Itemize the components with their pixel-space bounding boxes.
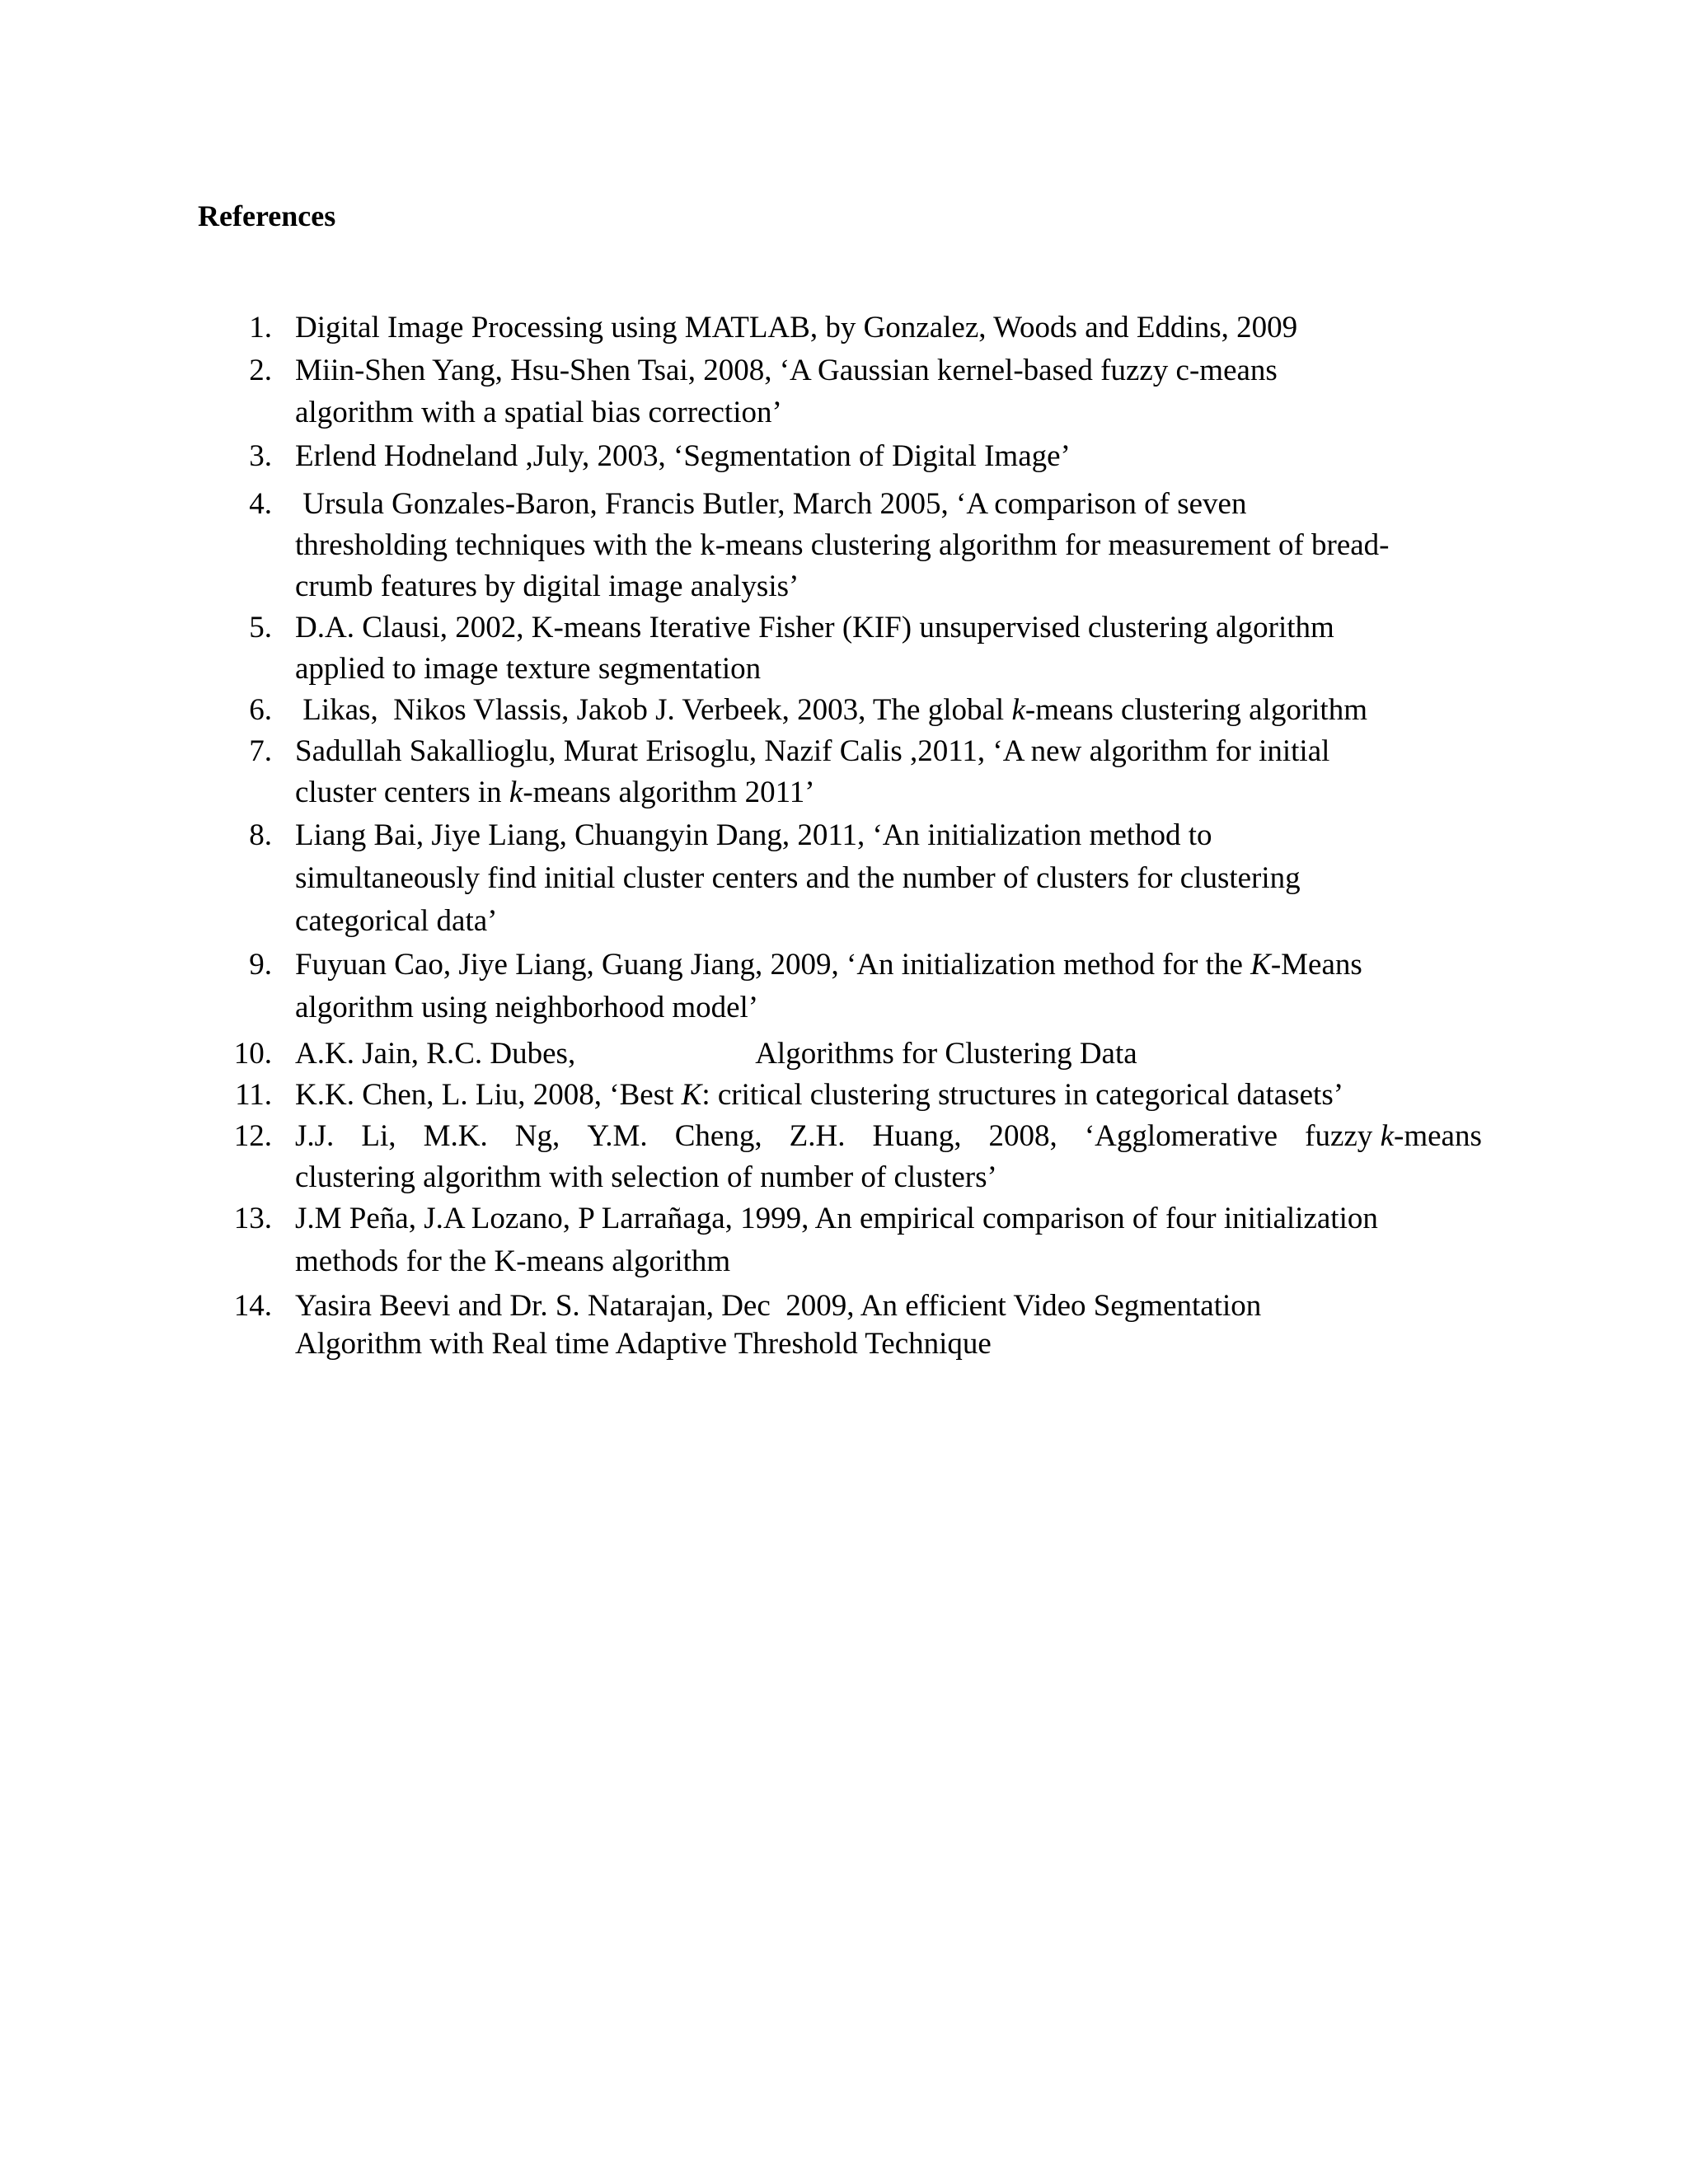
reference-number: 5.	[249, 611, 272, 644]
reference-word: J.J.	[295, 1119, 335, 1153]
reference-text: Fuyuan Cao, Jiye Liang, Guang Jiang, 2009, ‘An initialization method for the	[295, 948, 1251, 982]
reference-number: 7.	[249, 734, 272, 768]
reference-authors: A.K. Jain, R.C. Dubes,	[295, 1037, 576, 1071]
reference-line	[295, 1036, 1137, 1071]
italic-variable: K	[681, 1078, 702, 1112]
reference-text: K.K. Chen, L. Liu, 2008, ‘Best	[295, 1078, 682, 1112]
reference-number: 14.	[233, 1289, 272, 1323]
reference-line	[295, 692, 1367, 728]
reference-word: Y.M.	[587, 1119, 648, 1153]
references-heading: References	[198, 199, 336, 232]
reference-text: fuzzy	[1305, 1119, 1381, 1153]
reference-line	[295, 1118, 1482, 1154]
reference-line: methods for the K-means algorithm	[295, 1244, 731, 1278]
reference-word: Z.H.	[789, 1119, 846, 1153]
reference-line: simultaneously find initial cluster centers and the number of clusters for clustering	[295, 861, 1301, 895]
reference-word: Huang,	[872, 1119, 962, 1153]
reference-line: applied to image texture segmentation	[295, 652, 762, 686]
reference-number: 10.	[233, 1037, 272, 1071]
reference-line: Miin-Shen Yang, Hsu-Shen Tsai, 2008, ‘A Gaussian kernel-based fuzzy c-means	[295, 354, 1278, 387]
reference-number: 6.	[249, 693, 272, 727]
reference-text: cluster centers in	[295, 776, 509, 809]
reference-word: ‘Agglomerative	[1084, 1119, 1278, 1153]
reference-word: 2008,	[988, 1119, 1057, 1153]
reference-word: M.K.	[423, 1119, 488, 1153]
reference-line: algorithm using neighborhood model’	[295, 991, 759, 1024]
reference-line: algorithm with a spatial bias correction’	[295, 396, 782, 429]
reference-text: Likas, Nikos Vlassis, Jakob J. Verbeek, 2003, The global	[295, 693, 1012, 727]
reference-number: 9.	[249, 948, 272, 982]
reference-number: 11.	[235, 1078, 272, 1112]
reference-line	[295, 775, 815, 810]
reference-line: crumb features by digital image analysis’	[295, 569, 799, 603]
reference-number: 2.	[249, 354, 272, 387]
italic-variable: k	[509, 776, 523, 809]
reference-word	[1305, 1118, 1482, 1154]
reference-number: 1.	[249, 311, 272, 344]
reference-word: Ng,	[514, 1119, 560, 1153]
reference-number: 8.	[249, 818, 272, 852]
reference-line: J.M Peña, J.A Lozano, P Larrañaga, 1999, An empirical comparison of four initialization	[295, 1202, 1378, 1235]
reference-line: D.A. Clausi, 2002, K-means Iterative Fisher (KIF) unsupervised clustering algorithm	[295, 611, 1334, 644]
reference-number: 12.	[233, 1119, 272, 1153]
reference-line: Sadullah Sakallioglu, Murat Erisoglu, Nazif Calis ,2011, ‘A new algorithm for initial	[295, 734, 1330, 768]
reference-line: Digital Image Processing using MATLAB, by Gonzalez, Woods and Eddins, 2009	[295, 311, 1298, 344]
reference-title: Algorithms for Clustering Data	[755, 1037, 1137, 1071]
reference-line: categorical data’	[295, 904, 498, 938]
reference-text: -means	[1394, 1119, 1482, 1153]
reference-number: 4.	[249, 487, 272, 521]
reference-line: Ursula Gonzales-Baron, Francis Butler, March 2005, ‘A comparison of seven	[295, 487, 1247, 521]
reference-line	[295, 947, 1362, 982]
reference-word: Li,	[361, 1119, 396, 1153]
reference-number: 3.	[249, 439, 272, 473]
reference-line: clustering algorithm with selection of number of clusters’	[295, 1160, 997, 1194]
reference-line: Yasira Beevi and Dr. S. Natarajan, Dec 2009, An efficient Video Segmentation	[295, 1289, 1262, 1323]
reference-text: -Means	[1270, 948, 1362, 982]
reference-line: Liang Bai, Jiye Liang, Chuangyin Dang, 2011, ‘An initialization method to	[295, 818, 1212, 852]
reference-line: Erlend Hodneland ,July, 2003, ‘Segmentation of Digital Image’	[295, 439, 1071, 473]
italic-variable: k	[1380, 1119, 1394, 1153]
reference-line: thresholding techniques with the k-means clustering algorithm for measurement of bread-	[295, 528, 1390, 562]
italic-variable: K	[1250, 948, 1271, 982]
reference-text: : critical clustering structures in categorical datasets’	[701, 1078, 1344, 1112]
italic-variable: k	[1011, 693, 1025, 727]
reference-text: -means clustering algorithm	[1025, 693, 1367, 727]
reference-word: Cheng,	[674, 1119, 762, 1153]
reference-text: -means algorithm 2011’	[523, 776, 815, 809]
reference-line: Algorithm with Real time Adaptive Threshold Technique	[295, 1327, 992, 1361]
reference-number: 13.	[233, 1202, 272, 1235]
reference-line	[295, 1077, 1343, 1113]
